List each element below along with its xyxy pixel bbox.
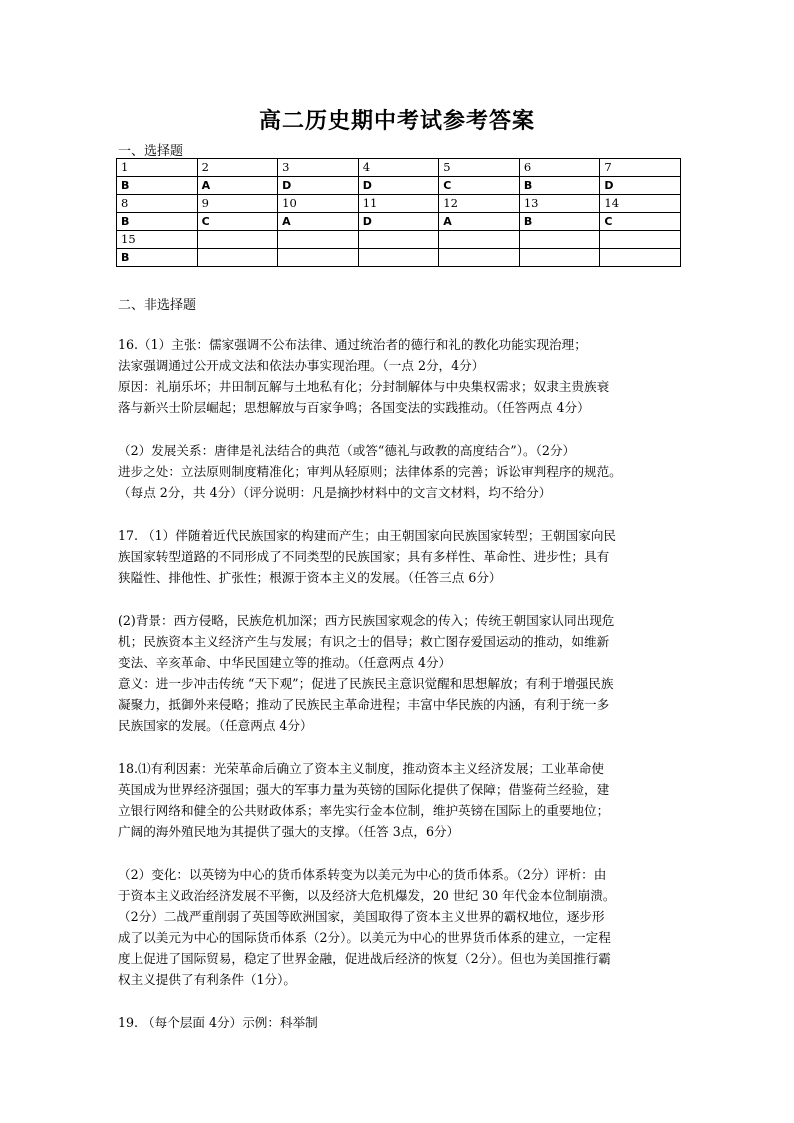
answer-line: 意义：进一步冲击传统 “天下观”；促进了民族民主意识觉醒和思想解放；有利于增强民族 — [118, 676, 614, 691]
answer-line: （2）发展关系：唐律是礼法结合的典范（或答“德礼与政教的高度结合”）。（2分） — [118, 443, 576, 458]
table-row — [117, 195, 681, 213]
answer-line: 族国家转型道路的不同形成了不同类型的民族国家；具有多样性、革命性、进步性；具有 — [118, 549, 610, 564]
answer-line: 狭隘性、排他性、扩张性；根源于资本主义的发展。（任答三点 6分） — [118, 570, 502, 585]
question-number-cell: 9 — [197, 195, 278, 213]
answer-cell: B — [117, 249, 198, 267]
question-number-cell: 5 — [439, 159, 520, 177]
answer-line: 19. （每个层面 4分）示例：科举制 — [118, 1015, 318, 1030]
answer-line: 广阔的海外殖民地为其提供了强大的支撑。（任答 3点，6分） — [118, 824, 460, 839]
answer-line: 凝聚力，抵御外来侵略；推动了民族民主革命进程；丰富中华民族的内涵，有利于统一多 — [118, 697, 610, 712]
section-heading-choice: 一、选择题 — [118, 144, 184, 159]
answer-cell: D — [358, 177, 439, 195]
answer-table — [116, 158, 681, 267]
question-number-cell: 15 — [117, 231, 198, 249]
answer-content — [118, 334, 678, 1033]
answer-cell — [358, 249, 439, 267]
table-row — [117, 249, 681, 267]
answer-line: 17. （1）伴随着近代民族国家的构建而产生；由王朝国家向民族国家转型；王朝国家向民 — [118, 528, 617, 543]
answer-line: 权主义提供了有利条件（1分）。 — [118, 972, 297, 987]
question-number-cell: 11 — [358, 195, 439, 213]
answer-cell — [519, 249, 600, 267]
answer-cell: D — [358, 213, 439, 231]
answer-line: 民族国家的发展。（任意两点 4分） — [118, 718, 313, 733]
answer-cell: B — [519, 177, 600, 195]
question-number-cell — [439, 231, 520, 249]
answer-line: 变法、辛亥革命、中华民国建立等的推动。（任意两点 4分） — [118, 655, 452, 670]
answer-line: 法家强调通过公开成文法和依法办事实现治理。（一点 2分，4分） — [118, 358, 485, 373]
paragraph-gap — [118, 588, 678, 610]
answer-cell: D — [278, 177, 359, 195]
paragraph-gap — [118, 736, 678, 758]
answer-cell: C — [197, 213, 278, 231]
question-number-cell — [358, 231, 439, 249]
answer-line: 16.（1）主张：儒家强调不公布法律、通过统治者的德行和礼的教化功能实现治理； — [118, 337, 587, 352]
question-number-cell: 10 — [278, 195, 359, 213]
question-number-cell: 6 — [519, 159, 600, 177]
answer-cell: A — [439, 213, 520, 231]
answer-line: 英国成为世界经济强国；强大的军事力量为英镑的国际化提供了保障；借鉴荷兰经验，建 — [118, 782, 610, 797]
question-number-cell — [600, 231, 681, 249]
question-number-cell: 3 — [278, 159, 359, 177]
section-heading-nonchoice: 二、非选择题 — [118, 298, 197, 313]
question-number-cell: 12 — [439, 195, 520, 213]
paragraph-gap — [118, 503, 678, 525]
question-number-cell: 14 — [600, 195, 681, 213]
answer-cell — [439, 249, 520, 267]
answer-line: 落与新兴士阶层崛起；思想解放与百家争鸣；各国变法的实践推动。（任答两点 4分） — [118, 400, 590, 415]
answer-cell — [197, 249, 278, 267]
answer-line: 度上促进了国际贸易，稳定了世界金融，促进战后经济的恢复（2分）。但也为美国推行霸 — [118, 951, 611, 966]
answer-cell — [278, 249, 359, 267]
answer-cell: A — [278, 213, 359, 231]
answer-line: 立银行网络和健全的公共财政体系；率先实行金本位制，维护英镑在国际上的重要地位； — [118, 803, 610, 818]
table-row — [117, 159, 681, 177]
page-title: 高二历史期中考试参考答案 — [258, 109, 535, 134]
answer-cell: A — [197, 177, 278, 195]
answer-cell: C — [600, 213, 681, 231]
answer-cell: D — [600, 177, 681, 195]
question-number-cell — [278, 231, 359, 249]
answer-line: 成了以美元为中心的国际货币体系（2分）。以美元为中心的世界货币体系的建立，一定程 — [118, 930, 611, 945]
answer-line: （2分）二战严重削弱了英国等欧洲国家，美国取得了资本主义世界的霸权地位，逐步形 — [118, 909, 605, 924]
answer-line: （2）变化：以英镑为中心的货币体系转变为以美元为中心的货币体系。（2分）评析：由 — [118, 867, 607, 882]
table-row — [117, 177, 681, 195]
answer-line: (2)背景：西方侵略，民族危机加深；西方民族国家观念的传入；传统王朝国家认同出现危 — [118, 613, 615, 628]
question-number-cell — [519, 231, 600, 249]
paragraph-gap — [118, 990, 678, 1012]
question-number-cell: 13 — [519, 195, 600, 213]
answer-cell: B — [117, 213, 198, 231]
answer-cell — [600, 249, 681, 267]
table-row — [117, 231, 681, 249]
answer-line: 18.⑴有利因素：光荣革命后确立了资本主义制度，推动资本主义经济发展；工业革命使 — [118, 761, 604, 776]
answer-line: 进步之处：立法原则制度精准化；审判从轻原则；法律体系的完善；诉讼审判程序的规范。 — [118, 464, 622, 479]
question-number-cell: 7 — [600, 159, 681, 177]
question-number-cell: 4 — [358, 159, 439, 177]
question-number-cell: 8 — [117, 195, 198, 213]
answer-cell: B — [117, 177, 198, 195]
answer-line: 原因：礼崩乐坏；井田制瓦解与土地私有化；分封制解体与中央集权需求；奴隶主贵族衰 — [118, 379, 610, 394]
question-number-cell: 2 — [197, 159, 278, 177]
answer-cell: B — [519, 213, 600, 231]
paragraph-gap — [118, 418, 678, 440]
answer-line: 机；民族资本主义经济产生与发展；有识之士的倡导；救亡图存爱国运动的推动，如维新 — [118, 634, 610, 649]
answer-line: 于资本主义政治经济发展不平衡，以及经济大危机爆发，20 世纪 30 年代金本位制崩溃。 — [118, 888, 616, 903]
question-number-cell — [197, 231, 278, 249]
table-row — [117, 213, 681, 231]
answer-line: （每点 2分，共 4分）（评分说明：凡是摘抄材料中的文言文材料，均不给分） — [118, 485, 552, 500]
answer-cell: C — [439, 177, 520, 195]
question-number-cell: 1 — [117, 159, 198, 177]
paragraph-gap — [118, 842, 678, 864]
